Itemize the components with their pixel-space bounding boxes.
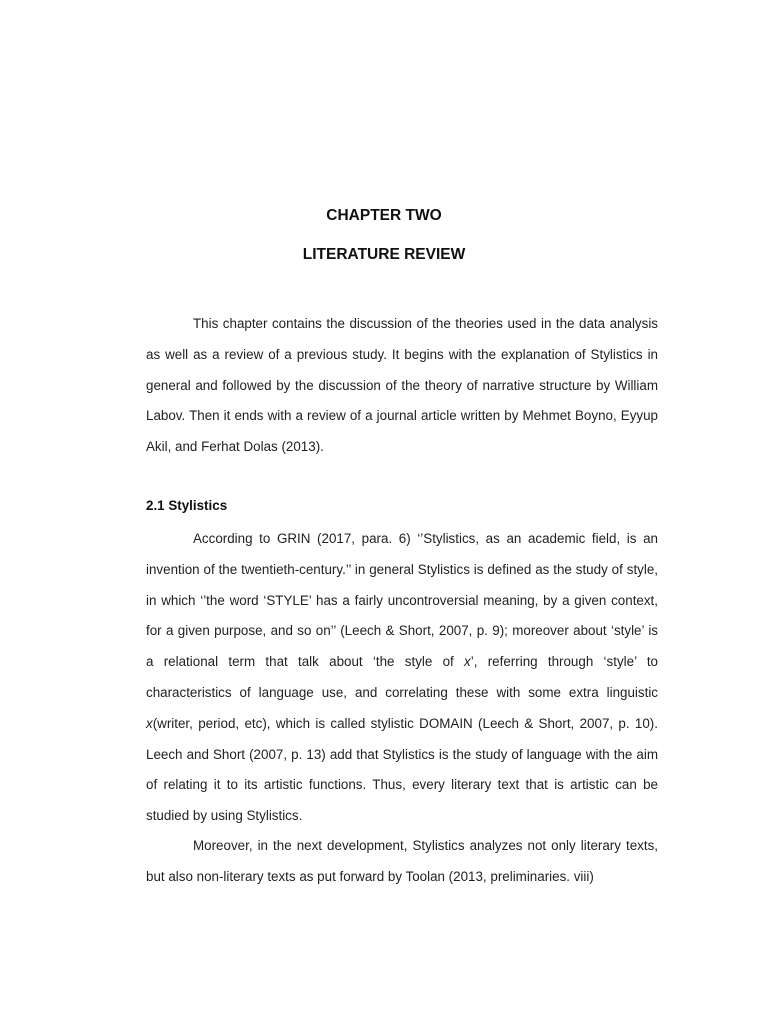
- paragraph-text-part: (writer, period, etc), which is called stylistic DOMAIN (Leech & Short, 2007, p. 10). Leech and Short (2007, p. 13) add that Stylistics is the study of language with the aim of relating it to its artistic functions. Thus, every literary text that is artistic can be studied by using Stylistics.: [146, 715, 658, 824]
- chapter-number-heading: CHAPTER TWO: [326, 207, 442, 224]
- italic-variable: x: [146, 715, 153, 731]
- paragraph-text-part: According to GRIN (2017, para. 6) ‘’Stylistics, as an academic field, is an invention of the twentieth-century.’’ in general Stylistics is defined as the study of style, in which ‘’the word ‘STYLE’ has a fairly uncontroversial meaning, by a given context, for a given purpose, and so on’’ (Leech & Short, 2007, p. 9); moreover about ‘style’ is a relational term that talk about ‘the style of: [146, 531, 658, 670]
- section-title: 2.1 Stylistics: [146, 498, 228, 513]
- chapter-title-heading: LITERATURE REVIEW: [302, 246, 466, 263]
- paragraph-text-part: ’, referring through ‘style’ to characteristics of language use, and correlating these with some extra linguistic: [146, 654, 658, 700]
- intro-paragraph: This chapter contains the discussion of the theories used in the data analysis as well as a review of a previous study. It begins with the explanation of Stylistics in general and followed by the discussion of the theory of narrative structure by William Labov. Then it ends with a review of a journal article written by Mehmet Boyno, Eyyup Akil, and Ferhat Dolas (2013).: [146, 316, 658, 455]
- stylistics-paragraph-1: [146, 524, 658, 832]
- italic-variable: x: [464, 654, 471, 670]
- stylistics-paragraph-2: Moreover, in the next development, Stylistics analyzes not only literary texts, but also non-literary texts as put forward by Toolan (2013, preliminaries. viii): [146, 838, 658, 884]
